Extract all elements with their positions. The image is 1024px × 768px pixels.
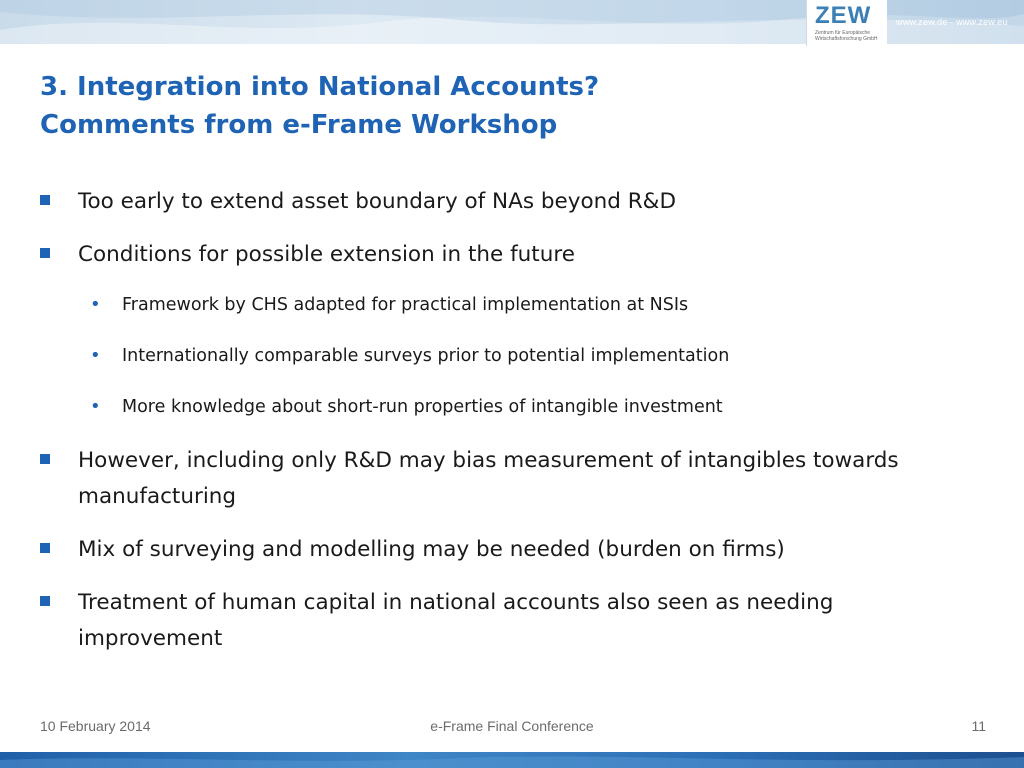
sub-bullet-item (40, 392, 980, 422)
bullet-text: Treatment of human capital in national accounts also seen as needing improvement (78, 590, 834, 651)
sub-bullet-text: Internationally comparable surveys prior to potential implementation (122, 346, 730, 366)
footer-banner (0, 752, 1024, 768)
title-line-1: 3. Integration into National Accounts? (40, 72, 600, 102)
dot-bullet-icon: • (90, 345, 101, 366)
bullet-item (40, 532, 980, 568)
square-bullet-icon (40, 195, 50, 205)
sub-bullet-item (40, 290, 980, 320)
bullet-text: However, including only R&D may bias measurement of intangibles towards manufacturing (78, 448, 899, 509)
bullet-item (40, 443, 980, 515)
logo-wordmark: ZEW (815, 2, 872, 29)
bullet-item (40, 585, 980, 657)
bullet-text: Too early to extend asset boundary of NAs beyond R&D (78, 189, 677, 214)
bullet-list (40, 184, 980, 674)
bullet-item (40, 237, 980, 273)
square-bullet-icon (40, 596, 50, 606)
square-bullet-icon (40, 248, 50, 258)
zew-logo (806, 0, 887, 46)
website-url: www.zew.de · www.zew.eu (896, 17, 1008, 27)
title-line-2: Comments from e-Frame Workshop (40, 110, 558, 140)
dot-bullet-icon: • (90, 294, 101, 315)
footer-wave-graphic (0, 752, 1024, 768)
square-bullet-icon (40, 543, 50, 553)
sub-bullet-text: Framework by CHS adapted for practical implementation at NSIs (122, 295, 689, 315)
sub-bullet-item (40, 341, 980, 371)
square-bullet-icon (40, 454, 50, 464)
dot-bullet-icon: • (90, 396, 101, 417)
bullet-text: Conditions for possible extension in the future (78, 242, 575, 267)
logo-subtitle: Zentrum für Europäische Wirtschaftsforschung GmbH (815, 30, 878, 42)
bullet-text: Mix of surveying and modelling may be needed (burden on firms) (78, 537, 785, 562)
page-number: 11 (971, 718, 986, 734)
slide-title (40, 68, 840, 144)
bullet-item (40, 184, 980, 220)
footer-date: 10 February 2014 (40, 718, 151, 734)
footer-conference: e-Frame Final Conference (430, 718, 594, 734)
sub-bullet-text: More knowledge about short-run properties of intangible investment (122, 397, 723, 417)
